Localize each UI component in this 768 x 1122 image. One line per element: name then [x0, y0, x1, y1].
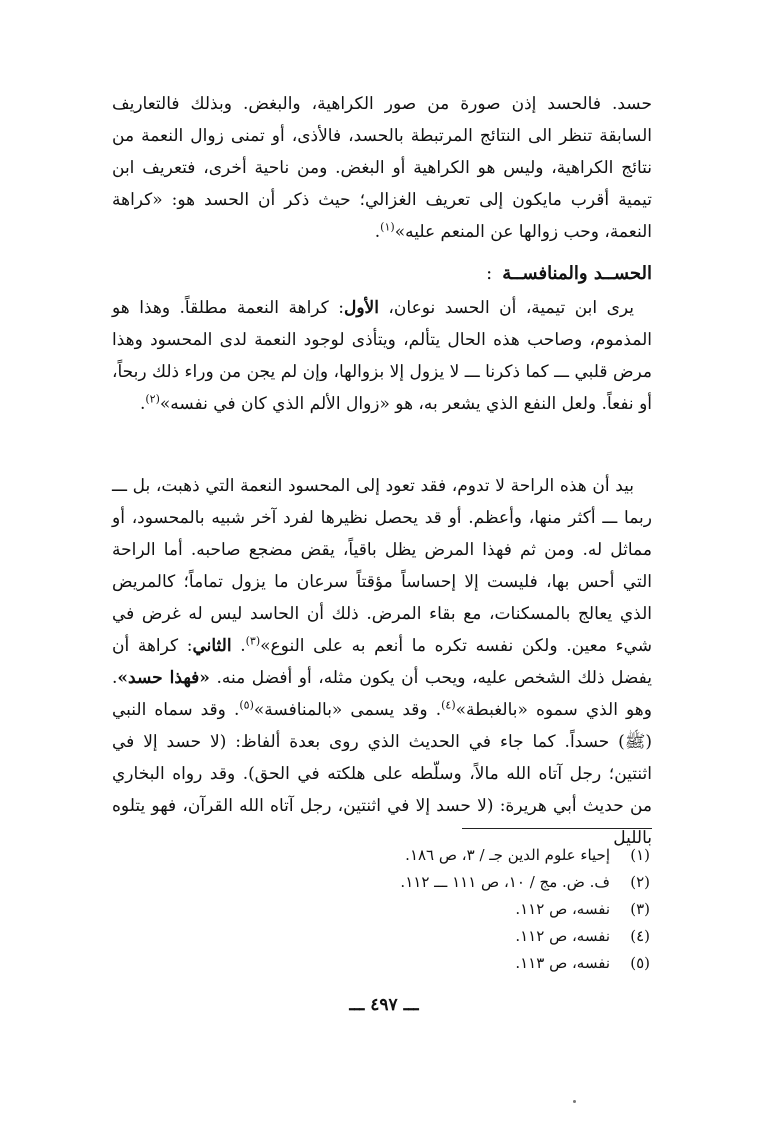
- paragraph-text: [112, 470, 652, 854]
- term-second: الثاني: [192, 636, 232, 656]
- footnote-text: إحياء علوم الدين جـ / ٣، ص ١٨٦.: [405, 846, 610, 864]
- footnote-separator: [462, 828, 652, 829]
- footnote-item: [130, 950, 650, 977]
- footnote-item: [130, 896, 650, 923]
- footnote-ref-1: (١): [380, 220, 395, 234]
- paragraph-intro: [112, 88, 652, 248]
- paragraph-body: . وقد يسمى «بالمنافسة»: [253, 700, 442, 720]
- paragraph-relief: [112, 470, 652, 854]
- footnote-number: (٣): [630, 900, 650, 918]
- footnote-text: نفسه، ص ١١٢.: [515, 900, 610, 918]
- paragraph-body: . وقد سماه النبي (ﷺ) حسداً. كما جاء في الحديث الذي روى بعدة ألفاظ: (لا حسد إلا في اثنتين؛ رجل آتاه الله مالاً، وسلّطه على هلكته في الحق). وقد رواه البخاري من حديث أبي هريرة: (لا حسد إلا في اثنتين، رجل آتاه الله القرآن، فهو يتلوه بالليل: [112, 700, 652, 848]
- paragraph-body: بيد أن هذه الراحة لا تدوم، فقد تعود إلى المحسود النعمة التي ذهبت، بل ـــ ربما ـــ أكثر منها، وأعظم. أو قد يحصل نظيرها لفرد آخر شبيه بالمحسود، أو مماثل له. ومن ثم فهذا المرض يظل باقياً، يقض مضجع صاحبه. أما الراحة التي أحس بها، فليست إلا إحساساً مؤقتاً سرعان ما يزول تماماً؛ كالمريض الذي يعالج بالمسكنات، مع بقاء المرض. ذلك أن الحاسد ليس له غرض في شيء معين. ولكن نفسه تكره ما أنعم به على النوع»: [112, 476, 652, 656]
- footnote-ref-2: (٢): [145, 392, 160, 406]
- footnote-ref-3: (٣): [245, 634, 261, 648]
- footnote-item: [130, 842, 650, 869]
- paragraph-two-types: [112, 292, 652, 420]
- footnote-text: نفسه، ص ١١٢.: [515, 927, 610, 945]
- footnote-ref-4: (٤): [441, 698, 456, 712]
- footnote-item: [130, 869, 650, 896]
- scan-speck: [573, 1100, 576, 1103]
- heading-text: الحســد والمنافســة: [502, 263, 652, 284]
- footnote-ref-5: (٥): [239, 698, 254, 712]
- paragraph-body: . وهو الذي سموه «بالغبطة»: [112, 668, 652, 720]
- term-first: الأول: [343, 298, 379, 318]
- paragraph-body: حسد. فالحسد إذن صورة من صور الكراهية، والبغض. وبذلك فالتعاريف السابقة تنظر الى النتائج المرتبطة بالحسد، فالأذى، أو تمنى زوال النعمة من نتائج الكراهية، وليس هو الكراهية أو البغض. ومن ناحية أخرى، فتعريف ابن تيمية أقرب مايكون إلى تعريف الغزالي؛ حيث ذكر أن الحسد هو: «كراهة النعمة، وحب زوالها عن المنعم عليه»: [112, 94, 652, 242]
- page-number: ـــ ٤٩٧ ـــ: [349, 995, 419, 1015]
- paragraph-body: يرى ابن تيمية، أن الحسد نوعان،: [378, 298, 634, 318]
- footnote-item: [130, 923, 650, 950]
- footnote-text: نفسه، ص ١١٣.: [515, 954, 610, 972]
- quote-hasad: «فهذا حسد»: [117, 668, 210, 688]
- paragraph-body: .: [231, 636, 246, 656]
- footnote-number: (٤): [630, 927, 650, 945]
- paragraph-text: يرى ابن تيمية، أن الحسد نوعان، الأول: كراهة النعمة مطلقاً. وهذا هو المذموم، وصاحب هذه الحال يتألم، ويتأذى لوجود النعمة لدى المحسود وهذا مرض قلبي ـــ كما ذكرنا ـــ لا يزول إلا بزوالها، وإن لم يجن من وراء ذلك ربحاً، أو نفعاً. ولعل النفع الذي يشعر به، هو «زوال الألم الذي كان في نفسه»$^{(٢)}$.: [112, 298, 652, 414]
- paragraph-text: حسد. فالحسد إذن صورة من صور الكراهية، والبغض. وبذلك فالتعاريف السابقة تنظر الى النتائج المرتبطة بالحسد، فالأذى، أو تمنى زوال النعمة من نتائج الكراهية، وليس هو الكراهية أو البغض. ومن ناحية أخرى، فتعريف ابن تيمية أقرب مايكون إلى تعريف الغزالي؛ حيث ذكر أن الحسد هو: «كراهة النعمة، وحب زوالها عن المنعم عليه»$^{(١)}$.: [112, 94, 652, 242]
- footnote-number: (١): [630, 846, 650, 864]
- paragraph-body: : كراهة أن يفضل ذلك الشخص عليه، ويحب أن يكون مثله، أو أفضل منه.: [112, 636, 652, 688]
- heading-colon: :: [486, 263, 493, 284]
- footnote-number: (٥): [630, 954, 650, 972]
- paragraph-body: : كراهة النعمة مطلقاً. وهذا هو المذموم، وصاحب هذه الحال يتألم، ويتأذى لوجود النعمة لدى المحسود وهذا مرض قلبي ـــ كما ذكرنا ـــ لا يزول إلا بزوالها، وإن لم يجن من وراء ذلك ربحاً، أو نفعاً. ولعل النفع الذي يشعر به، هو «زوال الألم الذي كان في نفسه»: [112, 298, 652, 414]
- footnote-text: ف. ض. مج / ١٠، ص ١١١ ـــ ١١٢.: [400, 873, 610, 891]
- footnote-number: (٢): [630, 873, 650, 891]
- footnotes-list: [130, 842, 650, 977]
- section-heading: [486, 258, 652, 290]
